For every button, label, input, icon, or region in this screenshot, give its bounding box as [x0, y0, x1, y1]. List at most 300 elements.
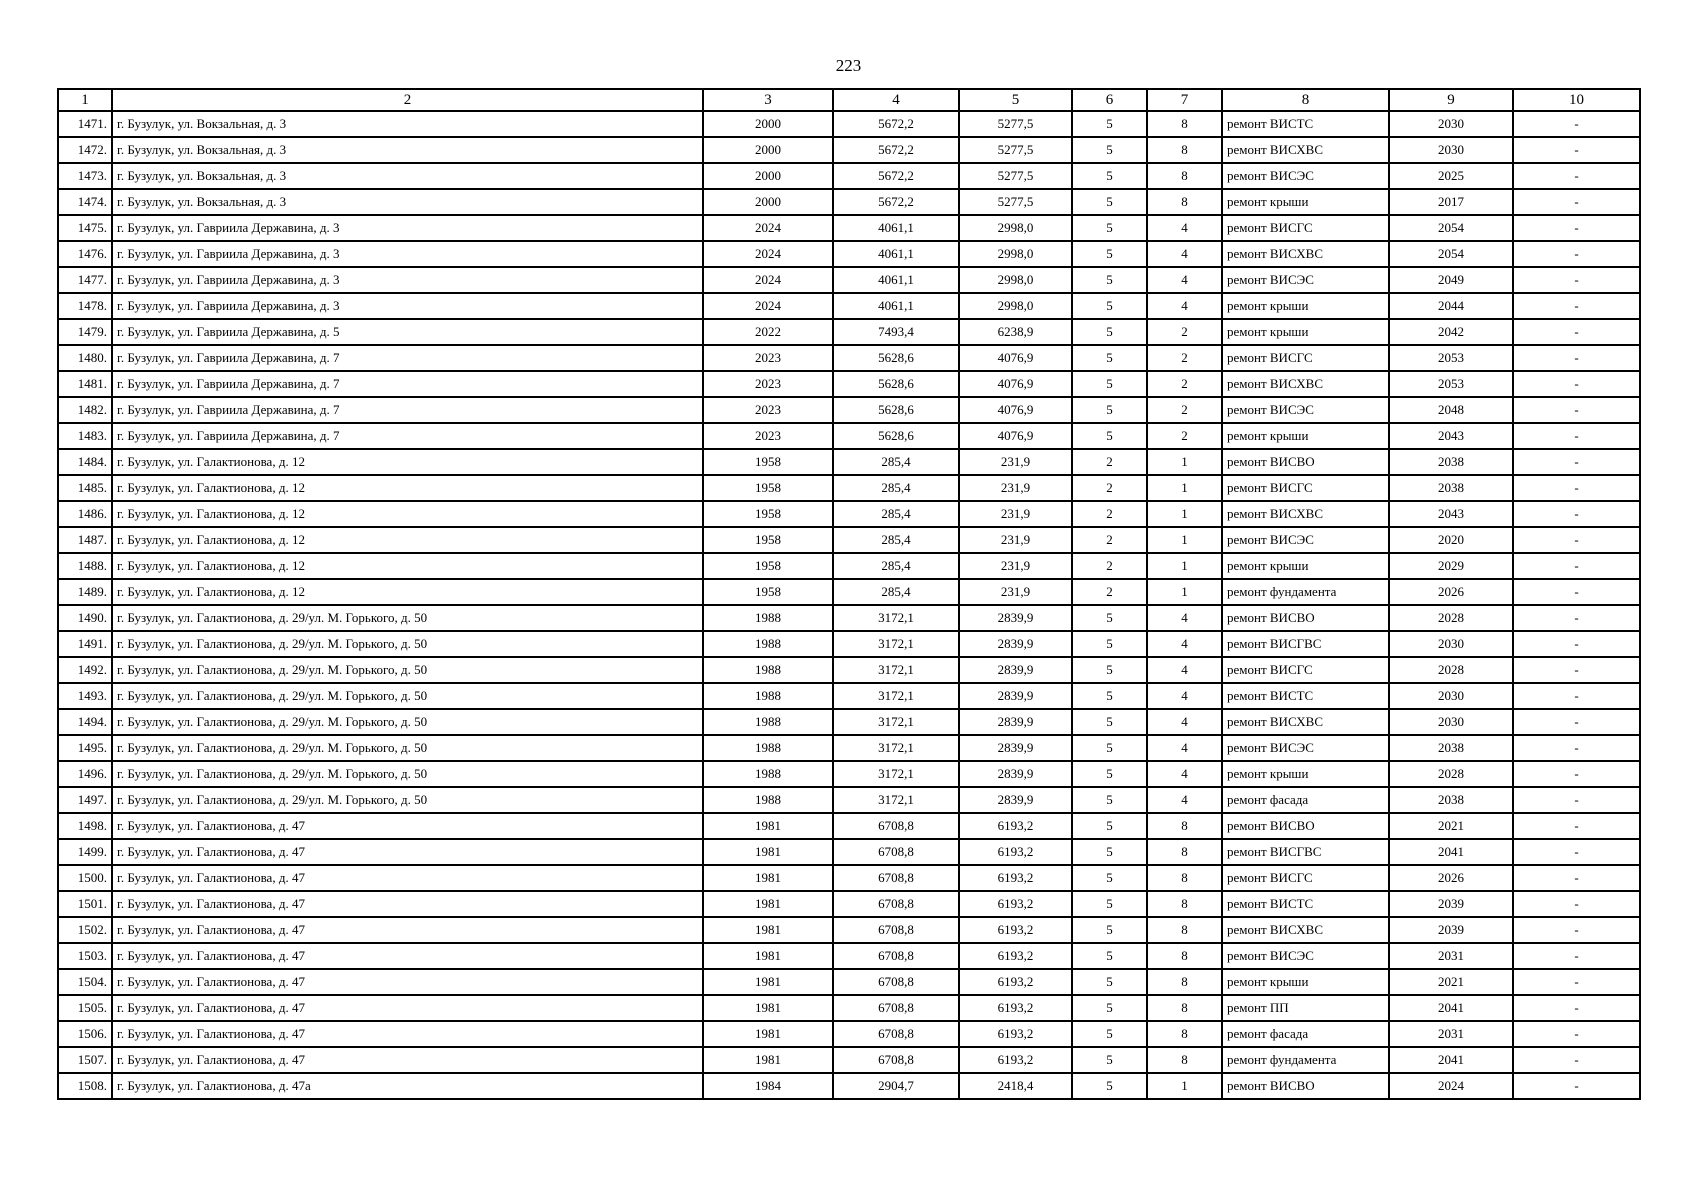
cell-year-built: 1988 — [703, 657, 833, 683]
cell-work-type: ремонт ВИСТС — [1222, 111, 1389, 137]
cell-living-area: 6193,2 — [959, 1047, 1072, 1073]
cell-note: - — [1513, 371, 1640, 397]
cell-address: г. Бузулук, ул. Галактионова, д. 12 — [112, 501, 703, 527]
cell-note: - — [1513, 111, 1640, 137]
cell-living-area: 231,9 — [959, 501, 1072, 527]
cell-work-type: ремонт фасада — [1222, 1021, 1389, 1047]
cell-address: г. Бузулук, ул. Галактионова, д. 47а — [112, 1073, 703, 1099]
column-header: 7 — [1147, 89, 1222, 111]
cell-total-area: 285,4 — [833, 553, 959, 579]
cell-note: - — [1513, 735, 1640, 761]
cell-note: - — [1513, 1073, 1640, 1099]
cell-work-type: ремонт ВИСХВС — [1222, 241, 1389, 267]
cell-floors: 5 — [1072, 969, 1147, 995]
cell-row-number: 1492. — [58, 657, 112, 683]
cell-note: - — [1513, 1021, 1640, 1047]
cell-work-type: ремонт фундамента — [1222, 1047, 1389, 1073]
cell-year-built: 1988 — [703, 605, 833, 631]
repair-schedule-table — [57, 88, 1641, 1100]
cell-entrances: 8 — [1147, 969, 1222, 995]
column-header: 6 — [1072, 89, 1147, 111]
cell-note: - — [1513, 579, 1640, 605]
cell-living-area: 231,9 — [959, 579, 1072, 605]
cell-living-area: 6193,2 — [959, 891, 1072, 917]
cell-note: - — [1513, 475, 1640, 501]
table-row — [58, 865, 1640, 891]
cell-year-built: 1981 — [703, 917, 833, 943]
table-row — [58, 371, 1640, 397]
cell-year-built: 1988 — [703, 709, 833, 735]
cell-row-number: 1490. — [58, 605, 112, 631]
cell-row-number: 1493. — [58, 683, 112, 709]
cell-total-area: 4061,1 — [833, 293, 959, 319]
cell-entrances: 4 — [1147, 761, 1222, 787]
cell-planned-year: 2038 — [1389, 787, 1513, 813]
cell-note: - — [1513, 527, 1640, 553]
cell-living-area: 2839,9 — [959, 631, 1072, 657]
cell-floors: 5 — [1072, 215, 1147, 241]
cell-year-built: 1988 — [703, 761, 833, 787]
cell-work-type: ремонт ВИСГС — [1222, 865, 1389, 891]
cell-floors: 2 — [1072, 449, 1147, 475]
cell-address: г. Бузулук, ул. Галактионова, д. 47 — [112, 865, 703, 891]
cell-living-area: 2839,9 — [959, 787, 1072, 813]
cell-row-number: 1482. — [58, 397, 112, 423]
cell-living-area: 2839,9 — [959, 735, 1072, 761]
cell-work-type: ремонт ВИСЭС — [1222, 735, 1389, 761]
cell-year-built: 1958 — [703, 553, 833, 579]
cell-note: - — [1513, 423, 1640, 449]
cell-living-area: 2839,9 — [959, 761, 1072, 787]
cell-planned-year: 2039 — [1389, 891, 1513, 917]
cell-address: г. Бузулук, ул. Вокзальная, д. 3 — [112, 163, 703, 189]
table-row — [58, 761, 1640, 787]
cell-living-area: 2998,0 — [959, 293, 1072, 319]
cell-planned-year: 2026 — [1389, 579, 1513, 605]
cell-living-area: 6238,9 — [959, 319, 1072, 345]
cell-note: - — [1513, 215, 1640, 241]
cell-note: - — [1513, 1047, 1640, 1073]
column-header: 1 — [58, 89, 112, 111]
cell-row-number: 1483. — [58, 423, 112, 449]
cell-entrances: 4 — [1147, 683, 1222, 709]
cell-work-type: ремонт ВИСВО — [1222, 449, 1389, 475]
cell-entrances: 4 — [1147, 787, 1222, 813]
column-header: 4 — [833, 89, 959, 111]
cell-total-area: 3172,1 — [833, 787, 959, 813]
cell-floors: 5 — [1072, 163, 1147, 189]
cell-total-area: 6708,8 — [833, 1021, 959, 1047]
cell-entrances: 8 — [1147, 1047, 1222, 1073]
cell-year-built: 2024 — [703, 293, 833, 319]
cell-entrances: 8 — [1147, 813, 1222, 839]
cell-year-built: 1981 — [703, 1021, 833, 1047]
cell-address: г. Бузулук, ул. Галактионова, д. 47 — [112, 1047, 703, 1073]
cell-note: - — [1513, 761, 1640, 787]
cell-row-number: 1495. — [58, 735, 112, 761]
cell-planned-year: 2030 — [1389, 111, 1513, 137]
cell-floors: 5 — [1072, 371, 1147, 397]
table-row — [58, 475, 1640, 501]
cell-row-number: 1476. — [58, 241, 112, 267]
cell-address: г. Бузулук, ул. Галактионова, д. 47 — [112, 891, 703, 917]
cell-entrances: 2 — [1147, 371, 1222, 397]
cell-row-number: 1489. — [58, 579, 112, 605]
cell-year-built: 1981 — [703, 969, 833, 995]
cell-note: - — [1513, 137, 1640, 163]
cell-planned-year: 2054 — [1389, 215, 1513, 241]
cell-row-number: 1485. — [58, 475, 112, 501]
cell-planned-year: 2041 — [1389, 995, 1513, 1021]
table-row — [58, 189, 1640, 215]
cell-floors: 5 — [1072, 189, 1147, 215]
cell-year-built: 1981 — [703, 891, 833, 917]
cell-row-number: 1491. — [58, 631, 112, 657]
cell-work-type: ремонт ВИСЭС — [1222, 267, 1389, 293]
cell-address: г. Бузулук, ул. Гавриила Державина, д. 3 — [112, 293, 703, 319]
cell-entrances: 8 — [1147, 943, 1222, 969]
cell-floors: 5 — [1072, 137, 1147, 163]
cell-planned-year: 2054 — [1389, 241, 1513, 267]
cell-work-type: ремонт ВИСЭС — [1222, 163, 1389, 189]
cell-living-area: 6193,2 — [959, 995, 1072, 1021]
cell-total-area: 6708,8 — [833, 1047, 959, 1073]
cell-floors: 5 — [1072, 1073, 1147, 1099]
cell-living-area: 4076,9 — [959, 423, 1072, 449]
cell-entrances: 4 — [1147, 241, 1222, 267]
column-header: 8 — [1222, 89, 1389, 111]
cell-note: - — [1513, 969, 1640, 995]
cell-total-area: 6708,8 — [833, 865, 959, 891]
cell-entrances: 4 — [1147, 293, 1222, 319]
cell-note: - — [1513, 501, 1640, 527]
cell-living-area: 6193,2 — [959, 917, 1072, 943]
cell-planned-year: 2039 — [1389, 917, 1513, 943]
cell-address: г. Бузулук, ул. Галактионова, д. 47 — [112, 917, 703, 943]
cell-work-type: ремонт крыши — [1222, 423, 1389, 449]
cell-planned-year: 2038 — [1389, 735, 1513, 761]
cell-total-area: 4061,1 — [833, 267, 959, 293]
cell-planned-year: 2053 — [1389, 371, 1513, 397]
cell-year-built: 1981 — [703, 995, 833, 1021]
cell-entrances: 8 — [1147, 137, 1222, 163]
cell-row-number: 1477. — [58, 267, 112, 293]
column-header: 2 — [112, 89, 703, 111]
cell-work-type: ремонт ВИСЭС — [1222, 527, 1389, 553]
cell-year-built: 2024 — [703, 215, 833, 241]
cell-planned-year: 2043 — [1389, 423, 1513, 449]
cell-planned-year: 2030 — [1389, 631, 1513, 657]
cell-note: - — [1513, 267, 1640, 293]
cell-note: - — [1513, 345, 1640, 371]
cell-year-built: 1988 — [703, 787, 833, 813]
cell-year-built: 2023 — [703, 397, 833, 423]
cell-work-type: ремонт ВИСХВС — [1222, 137, 1389, 163]
cell-floors: 5 — [1072, 735, 1147, 761]
cell-total-area: 6708,8 — [833, 917, 959, 943]
cell-entrances: 8 — [1147, 189, 1222, 215]
cell-note: - — [1513, 319, 1640, 345]
cell-note: - — [1513, 631, 1640, 657]
cell-work-type: ремонт крыши — [1222, 293, 1389, 319]
cell-year-built: 1958 — [703, 579, 833, 605]
cell-total-area: 6708,8 — [833, 839, 959, 865]
cell-note: - — [1513, 553, 1640, 579]
cell-entrances: 4 — [1147, 215, 1222, 241]
cell-total-area: 285,4 — [833, 449, 959, 475]
cell-work-type: ремонт ВИСЭС — [1222, 397, 1389, 423]
cell-entrances: 4 — [1147, 709, 1222, 735]
cell-planned-year: 2038 — [1389, 449, 1513, 475]
table-row — [58, 813, 1640, 839]
cell-living-area: 6193,2 — [959, 865, 1072, 891]
cell-planned-year: 2043 — [1389, 501, 1513, 527]
cell-floors: 5 — [1072, 865, 1147, 891]
cell-year-built: 2023 — [703, 345, 833, 371]
cell-entrances: 8 — [1147, 917, 1222, 943]
cell-year-built: 2024 — [703, 241, 833, 267]
cell-planned-year: 2031 — [1389, 1021, 1513, 1047]
cell-address: г. Бузулук, ул. Вокзальная, д. 3 — [112, 111, 703, 137]
table-row — [58, 1021, 1640, 1047]
cell-living-area: 6193,2 — [959, 839, 1072, 865]
cell-floors: 2 — [1072, 527, 1147, 553]
cell-total-area: 2904,7 — [833, 1073, 959, 1099]
cell-total-area: 5672,2 — [833, 189, 959, 215]
cell-work-type: ремонт ВИСВО — [1222, 813, 1389, 839]
cell-planned-year: 2030 — [1389, 683, 1513, 709]
cell-floors: 5 — [1072, 917, 1147, 943]
cell-address: г. Бузулук, ул. Галактионова, д. 12 — [112, 579, 703, 605]
cell-living-area: 2839,9 — [959, 657, 1072, 683]
cell-address: г. Бузулук, ул. Галактионова, д. 47 — [112, 943, 703, 969]
cell-note: - — [1513, 163, 1640, 189]
cell-living-area: 6193,2 — [959, 943, 1072, 969]
cell-planned-year: 2041 — [1389, 839, 1513, 865]
cell-floors: 5 — [1072, 111, 1147, 137]
cell-year-built: 2000 — [703, 189, 833, 215]
cell-address: г. Бузулук, ул. Галактионова, д. 29/ул. М. Горького, д. 50 — [112, 709, 703, 735]
cell-living-area: 5277,5 — [959, 111, 1072, 137]
table-row — [58, 423, 1640, 449]
cell-row-number: 1484. — [58, 449, 112, 475]
cell-work-type: ремонт ВИСЭС — [1222, 943, 1389, 969]
cell-floors: 5 — [1072, 813, 1147, 839]
cell-total-area: 6708,8 — [833, 969, 959, 995]
cell-work-type: ремонт ВИСХВС — [1222, 371, 1389, 397]
cell-note: - — [1513, 995, 1640, 1021]
cell-row-number: 1471. — [58, 111, 112, 137]
table-row — [58, 631, 1640, 657]
cell-planned-year: 2024 — [1389, 1073, 1513, 1099]
table-row — [58, 735, 1640, 761]
cell-total-area: 3172,1 — [833, 761, 959, 787]
cell-row-number: 1475. — [58, 215, 112, 241]
cell-entrances: 2 — [1147, 319, 1222, 345]
cell-entrances: 1 — [1147, 579, 1222, 605]
cell-floors: 5 — [1072, 267, 1147, 293]
cell-work-type: ремонт ВИСХВС — [1222, 501, 1389, 527]
cell-work-type: ремонт ВИСВО — [1222, 1073, 1389, 1099]
table-row — [58, 501, 1640, 527]
table-row — [58, 683, 1640, 709]
cell-address: г. Бузулук, ул. Гавриила Державина, д. 3 — [112, 241, 703, 267]
cell-entrances: 2 — [1147, 345, 1222, 371]
cell-floors: 5 — [1072, 423, 1147, 449]
table-row — [58, 605, 1640, 631]
cell-floors: 2 — [1072, 475, 1147, 501]
cell-row-number: 1474. — [58, 189, 112, 215]
cell-year-built: 1988 — [703, 735, 833, 761]
cell-address: г. Бузулук, ул. Галактионова, д. 29/ул. М. Горького, д. 50 — [112, 605, 703, 631]
cell-row-number: 1496. — [58, 761, 112, 787]
cell-floors: 2 — [1072, 501, 1147, 527]
cell-work-type: ремонт ВИСТС — [1222, 683, 1389, 709]
table-row — [58, 995, 1640, 1021]
cell-note: - — [1513, 787, 1640, 813]
cell-year-built: 2024 — [703, 267, 833, 293]
cell-living-area: 2839,9 — [959, 709, 1072, 735]
table-row — [58, 917, 1640, 943]
cell-planned-year: 2021 — [1389, 969, 1513, 995]
cell-planned-year: 2053 — [1389, 345, 1513, 371]
cell-floors: 5 — [1072, 683, 1147, 709]
cell-address: г. Бузулук, ул. Галактионова, д. 29/ул. М. Горького, д. 50 — [112, 735, 703, 761]
cell-planned-year: 2030 — [1389, 137, 1513, 163]
cell-year-built: 1984 — [703, 1073, 833, 1099]
cell-floors: 5 — [1072, 397, 1147, 423]
cell-year-built: 2000 — [703, 163, 833, 189]
cell-work-type: ремонт ВИСГС — [1222, 215, 1389, 241]
cell-entrances: 4 — [1147, 735, 1222, 761]
cell-floors: 5 — [1072, 709, 1147, 735]
table-row — [58, 579, 1640, 605]
cell-row-number: 1508. — [58, 1073, 112, 1099]
cell-row-number: 1505. — [58, 995, 112, 1021]
cell-floors: 2 — [1072, 553, 1147, 579]
cell-year-built: 1981 — [703, 839, 833, 865]
cell-year-built: 1988 — [703, 683, 833, 709]
cell-work-type: ремонт ВИСВО — [1222, 605, 1389, 631]
cell-row-number: 1480. — [58, 345, 112, 371]
cell-work-type: ремонт фундамента — [1222, 579, 1389, 605]
cell-note: - — [1513, 293, 1640, 319]
cell-total-area: 3172,1 — [833, 657, 959, 683]
cell-living-area: 231,9 — [959, 553, 1072, 579]
cell-work-type: ремонт ВИСХВС — [1222, 709, 1389, 735]
table-row — [58, 1047, 1640, 1073]
cell-planned-year: 2030 — [1389, 709, 1513, 735]
cell-year-built: 2000 — [703, 111, 833, 137]
cell-floors: 5 — [1072, 839, 1147, 865]
cell-address: г. Бузулук, ул. Вокзальная, д. 3 — [112, 137, 703, 163]
cell-note: - — [1513, 813, 1640, 839]
cell-address: г. Бузулук, ул. Галактионова, д. 47 — [112, 1021, 703, 1047]
column-header: 5 — [959, 89, 1072, 111]
cell-planned-year: 2042 — [1389, 319, 1513, 345]
cell-year-built: 2023 — [703, 423, 833, 449]
cell-address: г. Бузулук, ул. Галактионова, д. 47 — [112, 969, 703, 995]
cell-floors: 5 — [1072, 891, 1147, 917]
cell-row-number: 1506. — [58, 1021, 112, 1047]
cell-living-area: 6193,2 — [959, 1021, 1072, 1047]
cell-planned-year: 2044 — [1389, 293, 1513, 319]
cell-work-type: ремонт ВИСХВС — [1222, 917, 1389, 943]
cell-total-area: 5672,2 — [833, 137, 959, 163]
cell-total-area: 3172,1 — [833, 683, 959, 709]
cell-address: г. Бузулук, ул. Гавриила Державина, д. 3 — [112, 267, 703, 293]
cell-planned-year: 2021 — [1389, 813, 1513, 839]
cell-total-area: 285,4 — [833, 501, 959, 527]
cell-entrances: 8 — [1147, 1021, 1222, 1047]
cell-living-area: 4076,9 — [959, 345, 1072, 371]
cell-total-area: 3172,1 — [833, 605, 959, 631]
cell-total-area: 5628,6 — [833, 345, 959, 371]
cell-living-area: 4076,9 — [959, 397, 1072, 423]
cell-year-built: 2022 — [703, 319, 833, 345]
table-row — [58, 137, 1640, 163]
cell-entrances: 8 — [1147, 865, 1222, 891]
cell-total-area: 285,4 — [833, 579, 959, 605]
cell-address: г. Бузулук, ул. Гавриила Державина, д. 7 — [112, 423, 703, 449]
cell-total-area: 4061,1 — [833, 215, 959, 241]
table-row — [58, 449, 1640, 475]
cell-address: г. Бузулук, ул. Гавриила Державина, д. 7 — [112, 371, 703, 397]
cell-year-built: 1958 — [703, 501, 833, 527]
cell-work-type: ремонт ВИСТС — [1222, 891, 1389, 917]
table-row — [58, 657, 1640, 683]
cell-work-type: ремонт фасада — [1222, 787, 1389, 813]
cell-note: - — [1513, 943, 1640, 969]
cell-planned-year: 2048 — [1389, 397, 1513, 423]
cell-living-area: 2418,4 — [959, 1073, 1072, 1099]
cell-entrances: 4 — [1147, 605, 1222, 631]
cell-row-number: 1501. — [58, 891, 112, 917]
table-row — [58, 943, 1640, 969]
cell-floors: 5 — [1072, 319, 1147, 345]
cell-row-number: 1502. — [58, 917, 112, 943]
cell-planned-year: 2049 — [1389, 267, 1513, 293]
cell-floors: 5 — [1072, 293, 1147, 319]
cell-living-area: 2998,0 — [959, 241, 1072, 267]
cell-note: - — [1513, 917, 1640, 943]
cell-entrances: 8 — [1147, 839, 1222, 865]
cell-entrances: 8 — [1147, 891, 1222, 917]
cell-floors: 5 — [1072, 605, 1147, 631]
table-row — [58, 319, 1640, 345]
table-row — [58, 787, 1640, 813]
cell-total-area: 5628,6 — [833, 371, 959, 397]
cell-work-type: ремонт ВИСГС — [1222, 657, 1389, 683]
cell-address: г. Бузулук, ул. Гавриила Державина, д. 7 — [112, 397, 703, 423]
cell-total-area: 3172,1 — [833, 631, 959, 657]
cell-note: - — [1513, 709, 1640, 735]
cell-row-number: 1479. — [58, 319, 112, 345]
cell-entrances: 2 — [1147, 397, 1222, 423]
cell-entrances: 1 — [1147, 501, 1222, 527]
cell-entrances: 1 — [1147, 553, 1222, 579]
cell-living-area: 2839,9 — [959, 683, 1072, 709]
cell-work-type: ремонт ВИСГС — [1222, 345, 1389, 371]
cell-total-area: 6708,8 — [833, 995, 959, 1021]
cell-total-area: 4061,1 — [833, 241, 959, 267]
cell-row-number: 1499. — [58, 839, 112, 865]
cell-year-built: 1958 — [703, 449, 833, 475]
cell-total-area: 6708,8 — [833, 813, 959, 839]
cell-work-type: ремонт крыши — [1222, 319, 1389, 345]
table-row — [58, 111, 1640, 137]
cell-year-built: 1988 — [703, 631, 833, 657]
